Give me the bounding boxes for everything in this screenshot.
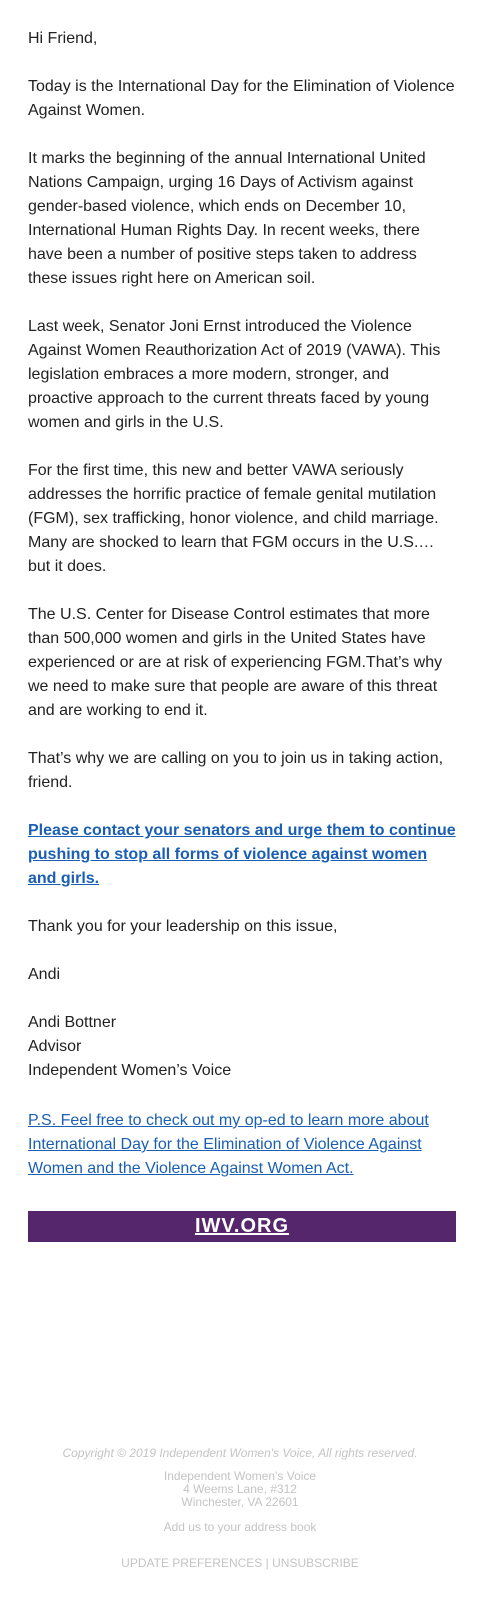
op-ed-link[interactable]: P.S. Feel free to check out my op-ed to learn more about International Day for the Elimination of Violence Against Women and the Violence Against Women Act. — [28, 1112, 429, 1177]
unsubscribe-link[interactable]: UNSUBSCRIBE — [272, 1556, 359, 1570]
address-line-org: Independent Women's Voice — [163, 1469, 317, 1483]
paragraph-fgm: For the first time, this new and better VAWA seriously addresses the horrific practice of female genital mutilation (FGM), sex trafficking, honor violence, and child marriage. Many are shocked to learn that FGM occurs in the U.S.… but it does. — [28, 462, 439, 575]
paragraph-intro: Today is the International Day for the Elimination of Violence Against Women. — [28, 78, 455, 119]
signature-org: Independent Women’s Voice — [28, 1062, 232, 1079]
contact-senators-link[interactable]: Please contact your senators and urge them to continue pushing to stop all forms of violence against women and girls. — [28, 822, 456, 887]
address-line-city: Winchester, VA 22601 — [181, 1495, 299, 1509]
banner-text: IWV.ORG — [194, 1215, 290, 1237]
add-to-address-book-link[interactable]: Add us to your address book — [163, 1520, 317, 1534]
copyright-text: Copyright © 2019 Independent Women's Voice, All rights reserved. — [62, 1446, 418, 1460]
ps-paragraph — [28, 1109, 456, 1181]
greeting: Hi Friend, — [28, 30, 98, 47]
paragraph-campaign: It marks the beginning of the annual International United Nations Campaign, urging 16 Days of Activism against gender-based violence, which ends on December 10, International Human Rights Day. In recent weeks, there have been a number of positive steps taken to address these issues right here on American soil. — [28, 150, 426, 287]
signature-name: Andi Bottner — [28, 1014, 117, 1031]
cta-paragraph — [28, 819, 456, 891]
paragraph-cdc: The U.S. Center for Disease Control estimates that more than 500,000 women and girls in the United States have experienced or are at risk of experiencing FGM.That’s why we need to make sure that people are aware of this threat and are working to end it. — [28, 606, 443, 719]
email-footer — [0, 1447, 480, 1570]
paragraph-call-to-action: That’s why we are calling on you to join us in taking action, friend. — [28, 750, 444, 791]
preferences-row — [0, 1557, 480, 1570]
signoff: Andi — [28, 966, 61, 983]
address-book-paragraph — [0, 1521, 480, 1534]
footer-separator: | — [265, 1556, 269, 1570]
update-preferences-link[interactable]: UPDATE PREFERENCES — [121, 1556, 263, 1570]
thanks-line: Thank you for your leadership on this issue, — [28, 918, 338, 935]
address-line-street: 4 Weems Lane, #312 — [183, 1482, 297, 1496]
paragraph-vawa: Last week, Senator Joni Ernst introduced the Violence Against Women Reauthorization Act of 2019 (VAWA). This legislation embraces a more modern, stronger, and proactive approach to the current threats faced by young women and girls in the U.S. — [28, 318, 441, 431]
signature-title: Advisor — [28, 1038, 82, 1055]
iwv-banner-link[interactable] — [28, 1211, 456, 1242]
email-content — [28, 27, 456, 1205]
